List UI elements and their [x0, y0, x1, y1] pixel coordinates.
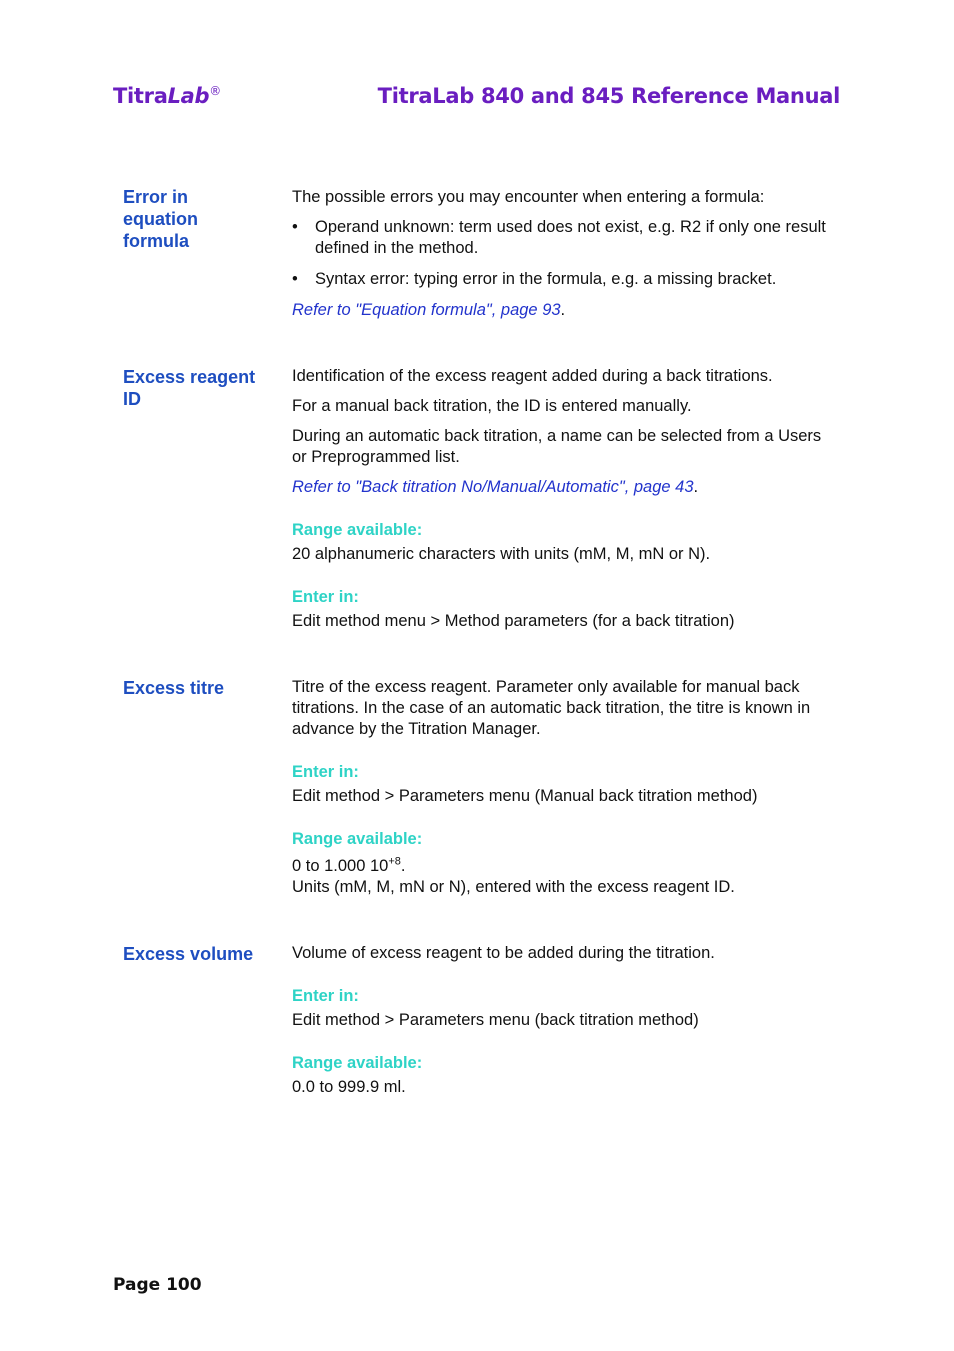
term-body — [292, 187, 837, 330]
enter-text: Edit method menu > Method parameters (for a back titration) — [292, 612, 735, 630]
range-label: Range available: — [292, 830, 423, 848]
brand-logo — [113, 84, 221, 108]
reference-line — [292, 300, 837, 321]
brand-italic: Lab — [167, 84, 210, 108]
term-body — [292, 677, 837, 898]
list-item-text: Syntax error: typing error in the formula, e.g. a missing bracket. — [315, 270, 777, 288]
list-item — [292, 217, 837, 259]
term-body — [292, 366, 837, 632]
reference-link[interactable]: Refer to "Back titration No/Manual/Automatic", page 43 — [292, 478, 694, 496]
range-units: Units (mM, M, mN or N), entered with the excess reagent ID. — [292, 878, 735, 896]
paragraph: Titre of the excess reagent. Parameter only available for manual back titrations. In the case of an automatic back titration, the titre is known in advance by the Titration Manager. — [292, 678, 811, 738]
term-body — [292, 943, 837, 1098]
manual-title: TitraLab 840 and 845 Reference Manual — [377, 84, 840, 108]
reference-period: . — [560, 301, 566, 319]
term-heading: Excess reagent ID — [123, 367, 256, 409]
range-exponent: +8 — [388, 855, 401, 868]
list-item — [292, 269, 837, 290]
reference-line — [292, 477, 837, 498]
range-value: 0 to 1.000 10 — [292, 857, 389, 875]
bullet-glyph: • — [292, 270, 298, 288]
range-text: 0.0 to 999.9 ml. — [292, 1078, 406, 1096]
page-number: Page 100 — [113, 1275, 202, 1295]
range-text: 20 alphanumeric characters with units (mM, M, mN or N). — [292, 545, 711, 563]
enter-label: Enter in: — [292, 588, 359, 606]
intro-text: The possible errors you may encounter when entering a formula: — [292, 188, 765, 206]
paragraph: Volume of excess reagent to be added during the titration. — [292, 944, 715, 962]
bullet-list — [292, 217, 837, 290]
term-heading: Error in equation formula — [123, 187, 198, 251]
term-heading: Excess titre — [123, 678, 225, 698]
range-text — [292, 856, 837, 877]
brand-registered-mark: ® — [209, 84, 221, 98]
paragraph: During an automatic back titration, a name can be selected from a Users or Preprogrammed list. — [292, 427, 822, 466]
bullet-glyph: • — [292, 218, 298, 236]
range-label: Range available: — [292, 1054, 423, 1072]
list-item-text: Operand unknown: term used does not exist, e.g. R2 if only one result defined in the method. — [315, 218, 826, 257]
enter-text: Edit method > Parameters menu (back titration method) — [292, 1011, 699, 1029]
paragraph: For a manual back titration, the ID is entered manually. — [292, 397, 692, 415]
term-heading: Excess volume — [123, 944, 254, 964]
enter-label: Enter in: — [292, 987, 359, 1005]
paragraph: Identification of the excess reagent added during a back titrations. — [292, 367, 773, 385]
enter-label: Enter in: — [292, 763, 359, 781]
range-label: Range available: — [292, 521, 423, 539]
enter-text: Edit method > Parameters menu (Manual back titration method) — [292, 787, 758, 805]
range-period: . — [400, 857, 406, 875]
reference-link[interactable]: Refer to "Equation formula", page 93 — [292, 301, 561, 319]
brand-prefix: Titra — [113, 84, 168, 108]
reference-period: . — [693, 478, 699, 496]
